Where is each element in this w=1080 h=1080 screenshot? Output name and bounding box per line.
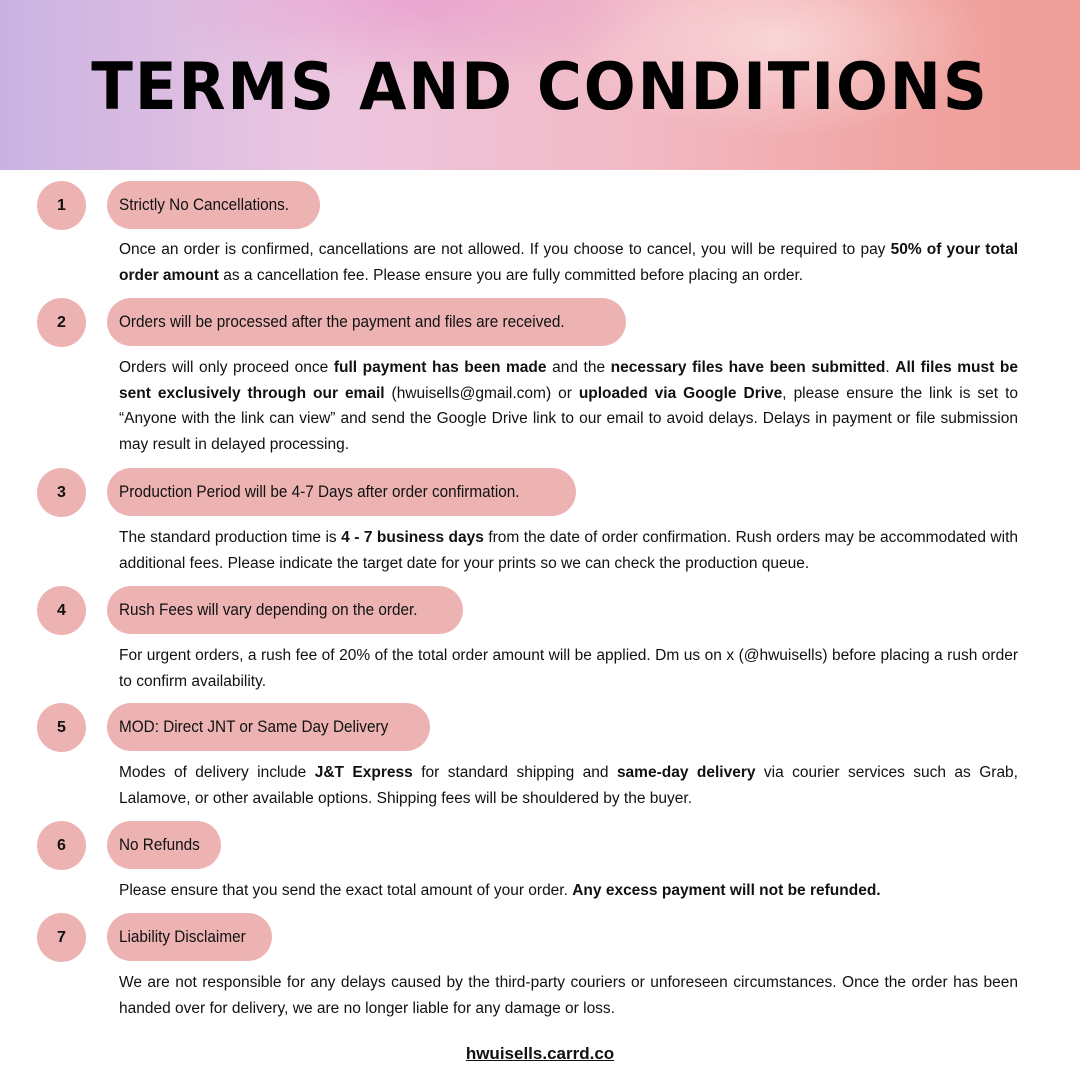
term-description-6: Please ensure that you send the exact total amount of your order. Any excess payment will not be refunded.	[119, 882, 881, 899]
term-heading-pill	[107, 703, 430, 751]
header-banner	[0, 0, 1080, 170]
term-description-7: We are not responsible for any delays caused by the third-party couriers or unforeseen circumstances. Once the order has been handed over for delivery, we are no longer liable for any damage or loss.	[119, 974, 1018, 1017]
term-description-4: For urgent orders, a rush fee of 20% of the total order amount will be applied. Dm us on x (@hwuisells) before placing a rush order to confirm availability.	[119, 647, 1018, 690]
term-number-badge: 5	[37, 703, 86, 752]
term-heading-pill	[107, 298, 626, 346]
term-heading-pill	[107, 181, 320, 229]
term-heading-pill	[107, 468, 576, 516]
website-link[interactable]: hwuisells.carrd.co	[465, 1044, 615, 1063]
term-description-1: Once an order is confirmed, cancellations are not allowed. If you choose to cancel, you will be required to pay 50% of your total order amount as a cancellation fee. Please ensure you are fully committed before placing an order.	[119, 241, 1018, 284]
term-heading-pill	[107, 821, 221, 869]
term-description-5: Modes of delivery include J&T Express for standard shipping and same-day delivery via courier services such as Grab, Lalamove, or other available options. Shipping fees will be shouldered by the buyer.	[119, 764, 1018, 807]
term-heading-pill	[107, 913, 272, 961]
term-heading: Liability Disclaimer	[119, 927, 246, 946]
term-number-badge: 3	[37, 468, 86, 517]
term-heading: Orders will be processed after the payment and files are received.	[119, 312, 565, 331]
term-heading: MOD: Direct JNT or Same Day Delivery	[119, 717, 389, 736]
term-number-badge: 7	[37, 913, 86, 962]
term-heading: Production Period will be 4-7 Days after order confirmation.	[119, 482, 520, 501]
term-heading-pill	[107, 586, 463, 634]
term-heading: Strictly No Cancellations.	[119, 195, 290, 214]
page-title: TERMS AND CONDITIONS	[91, 50, 989, 125]
term-description-3: The standard production time is 4 - 7 business days from the date of order confirmation. Rush orders may be accommodated with additional fees. Please indicate the target date for your prints so we can check the production queue.	[119, 529, 1019, 572]
term-heading: No Refunds	[119, 835, 200, 854]
term-number-badge: 6	[37, 821, 86, 870]
term-description-2: Orders will only proceed once full payment has been made and the necessary files have been submitted. All files must be sent exclusively through our email (hwuisells@gmail.com) or uploaded via Google Drive, please ensure the link is set to “Anyone with the link can view” and send the Google Drive link to our email to avoid delays. Delays in payment or file submission may result in delayed processing.	[119, 359, 1018, 454]
term-number-badge: 2	[37, 298, 86, 347]
term-number-badge: 1	[37, 181, 86, 230]
term-number-badge: 4	[37, 586, 86, 635]
term-heading: Rush Fees will vary depending on the order.	[119, 600, 418, 619]
